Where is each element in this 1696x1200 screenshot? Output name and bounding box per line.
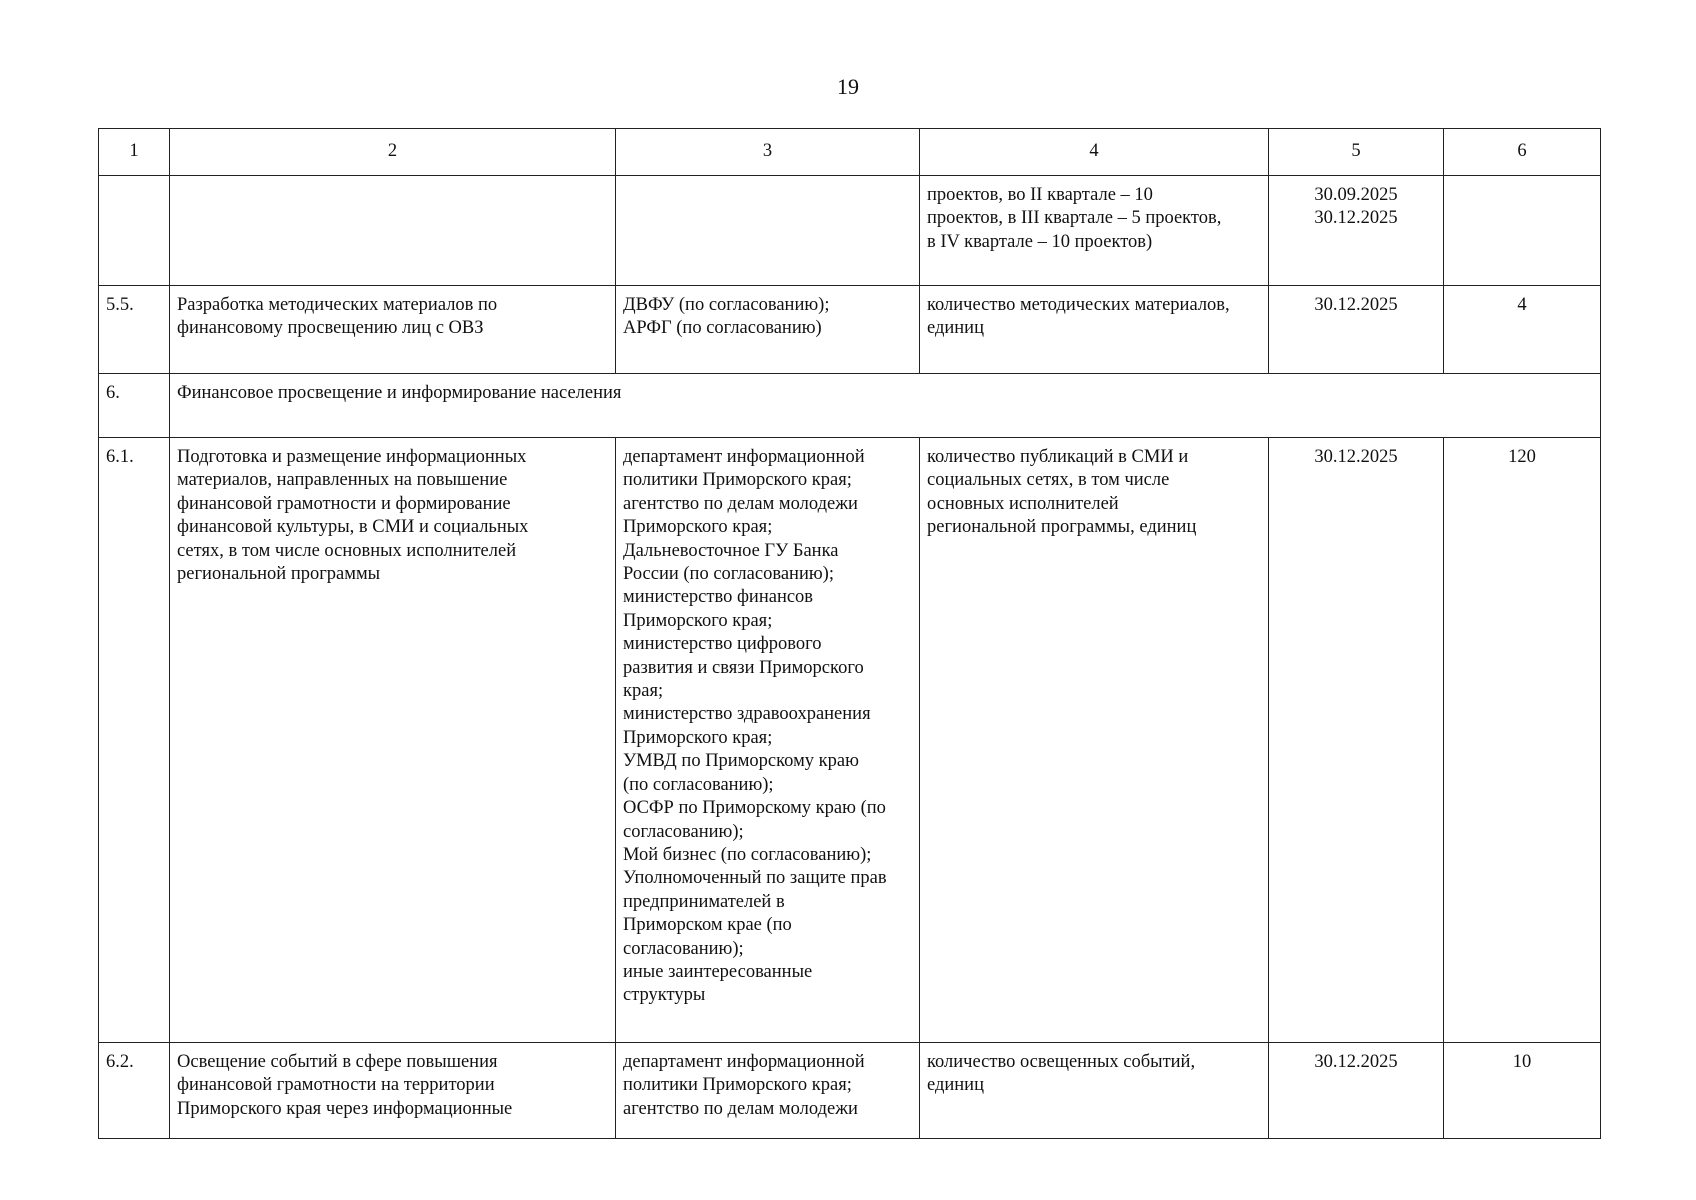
deadline-cell: 30.12.2025	[1269, 286, 1444, 374]
page-number: 19	[837, 74, 859, 99]
section-number: 6.	[99, 374, 170, 438]
indicator-cell: проектов, во II квартале – 10 проектов, в III квартале – 5 проектов, в IV квартале – 10 проектов)	[920, 176, 1269, 286]
row-number	[99, 176, 170, 286]
executors-cell: ДВФУ (по согласованию); АРФГ (по согласованию)	[616, 286, 920, 374]
column-header-4: 4	[920, 129, 1269, 176]
activity-cell: Освещение событий в сфере повышения финансовой грамотности на территории Приморского края через информационные	[170, 1043, 616, 1139]
activity-table	[98, 128, 1601, 1139]
indicator-cell: количество методических материалов, единиц	[920, 286, 1269, 374]
column-header-3: 3	[616, 129, 920, 176]
column-header-6: 6	[1444, 129, 1601, 176]
column-header-1: 1	[99, 129, 170, 176]
table-row	[99, 286, 1601, 374]
activity-cell	[170, 176, 616, 286]
deadline-cell: 30.09.2025 30.12.2025	[1269, 176, 1444, 286]
executors-cell: департамент информационной политики Приморского края; агентство по делам молодежи	[616, 1043, 920, 1139]
table-row	[99, 1043, 1601, 1139]
value-cell: 4	[1444, 286, 1601, 374]
column-header-2: 2	[170, 129, 616, 176]
column-number-row	[99, 129, 1601, 176]
indicator-cell: количество публикаций в СМИ и социальных сетях, в том числе основных исполнителей региональной программы, единиц	[920, 438, 1269, 1043]
value-cell	[1444, 176, 1601, 286]
value-cell: 120	[1444, 438, 1601, 1043]
row-number: 6.2.	[99, 1043, 170, 1139]
indicator-cell: количество освещенных событий, единиц	[920, 1043, 1269, 1139]
section-title: Финансовое просвещение и информирование населения	[170, 374, 1601, 438]
row-number: 6.1.	[99, 438, 170, 1043]
deadline-cell: 30.12.2025	[1269, 1043, 1444, 1139]
table-row	[99, 438, 1601, 1043]
column-header-5: 5	[1269, 129, 1444, 176]
value-cell: 10	[1444, 1043, 1601, 1139]
activity-cell: Разработка методических материалов по финансовому просвещению лиц с ОВЗ	[170, 286, 616, 374]
executors-cell	[616, 176, 920, 286]
section-row	[99, 374, 1601, 438]
deadline-cell: 30.12.2025	[1269, 438, 1444, 1043]
executors-cell: департамент информационной политики Приморского края; агентство по делам молодежи Приморского края; Дальневосточное ГУ Банка России (по согласованию); министерство финансов Приморского края; министерство цифрового развития и связи Приморского края; министерство здравоохранения Приморского края; УМВД по Приморскому краю (по согласованию); ОСФР по Приморскому краю (по согласованию); Мой бизнес (по согласованию); Уполномоченный по защите прав предпринимателей в Приморском крае (по согласованию); иные заинтересованные структуры	[616, 438, 920, 1043]
activity-cell: Подготовка и размещение информационных материалов, направленных на повышение финансовой грамотности и формирование финансовой культуры, в СМИ и социальных сетях, в том числе основных исполнителей региональной программы	[170, 438, 616, 1043]
table-row	[99, 176, 1601, 286]
row-number: 5.5.	[99, 286, 170, 374]
